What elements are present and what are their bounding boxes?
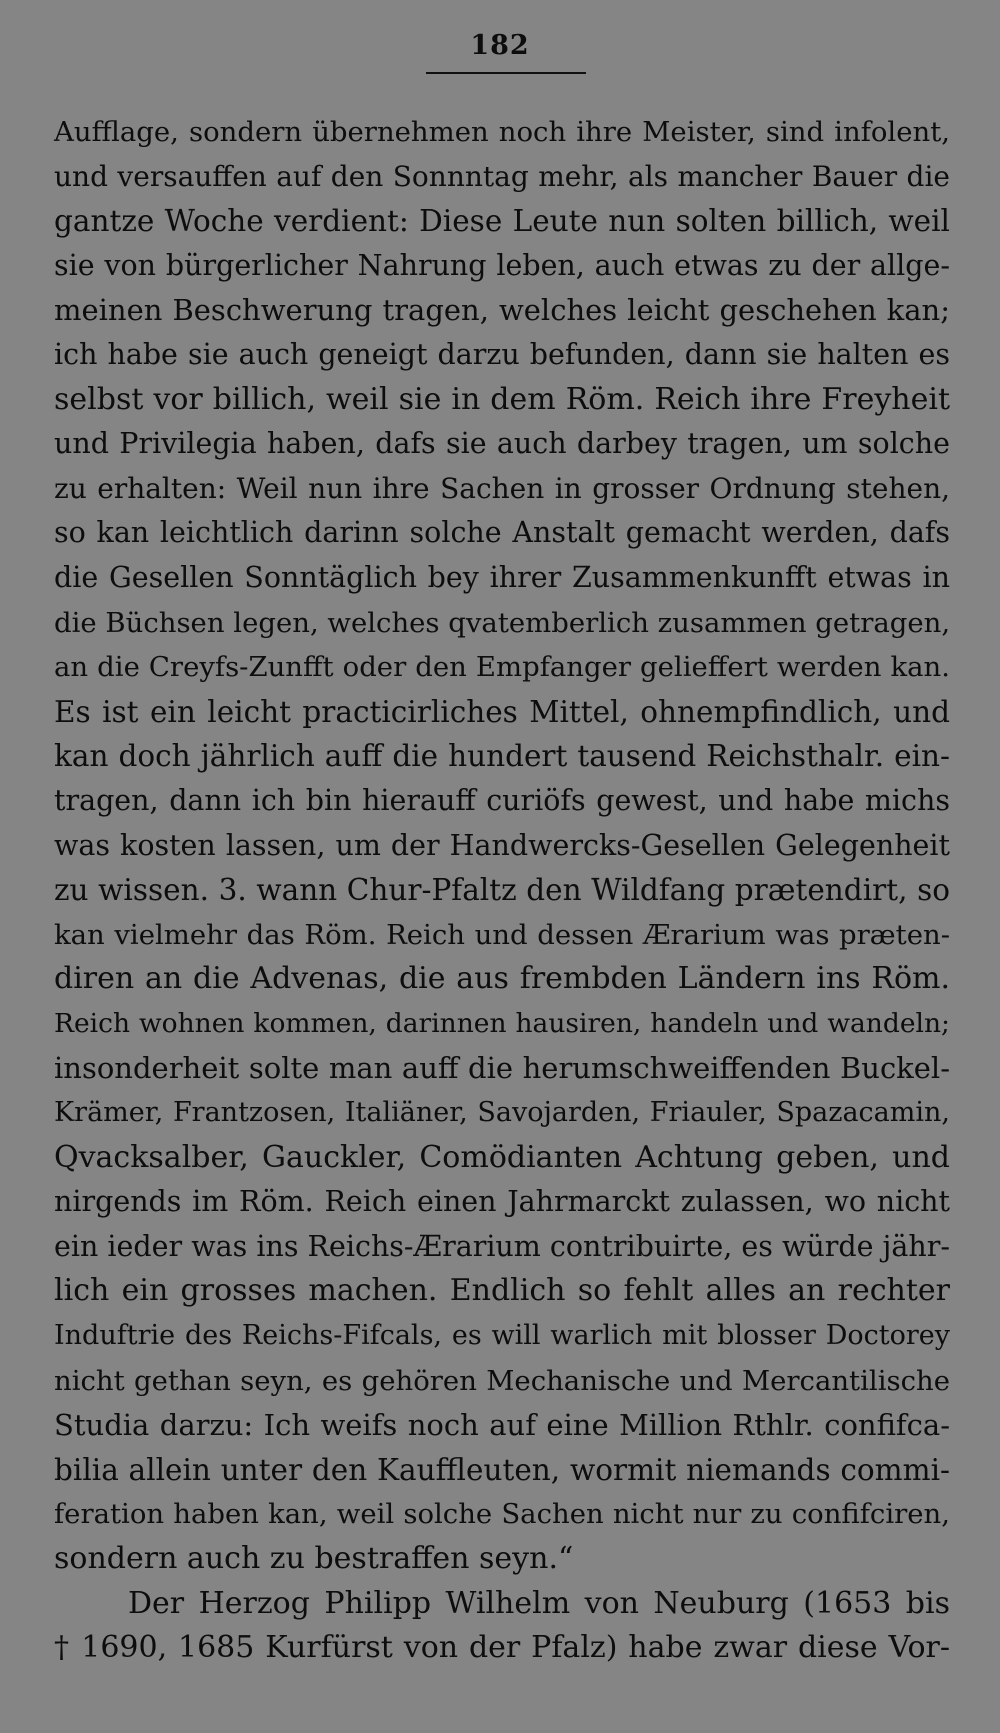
text-line: sondern auch zu bestraffen seyn.“: [54, 1541, 574, 1576]
text-line: diren an die Advenas, die aus frembden Ländern ins Röm.: [54, 961, 950, 997]
text-line: und Privilegia haben, dafs sie auch darbey tragen, um solche: [54, 427, 950, 461]
text-line: selbst vor billich, weil sie in dem Röm. Reich ihre Freyheit: [54, 381, 950, 417]
text-line: Krämer, Frantzosen, Italiäner, Savojarden, Friauler, Spazacamin,: [54, 1097, 950, 1129]
text-line: nirgends im Röm. Reich einen Jahrmarckt zulassen, wo nicht: [54, 1185, 950, 1219]
text-line: Reich wohnen kommen, darinnen hausiren, handeln und wandeln;: [54, 1007, 950, 1039]
text-line: Aufflage, sondern übernehmen noch ihre Meister, sind infolent,: [54, 116, 950, 148]
text-line: ein ieder was ins Reichs-Ærarium contribuirte, es würde jähr-: [54, 1229, 950, 1263]
text-line: Studia darzu: Ich weifs noch auf eine Million Rthlr. confifca-: [54, 1408, 950, 1443]
text-line: was kosten lassen, um der Handwercks-Gesellen Gelegenheit: [54, 828, 950, 862]
text-line: † 1690, 1685 Kurfürst von der Pfalz) habe zwar diese Vor-: [54, 1630, 950, 1666]
text-line: ich habe sie auch geneigt darzu befunden, dann sie halten es: [54, 337, 950, 371]
text-line: sie von bürgerlicher Nahrung leben, auch etwas zu der allge-: [54, 248, 950, 282]
text-line: zu wissen. 3. wann Chur-Pfaltz den Wildfang prætendirt, so: [54, 873, 950, 908]
text-line: gantze Woche verdient: Diese Leute nun solten billich, weil: [54, 204, 950, 239]
text-line: Der Herzog Philipp Wilhelm von Neuburg (1653 bis: [128, 1585, 950, 1621]
text-line: insonderheit solte man auff die herumschweiffenden Buckel-: [54, 1051, 950, 1086]
page-number-rule: [426, 72, 586, 74]
page-number: 182: [470, 30, 530, 61]
text-line: und versauffen auf den Sonnntag mehr, als mancher Bauer die: [54, 159, 950, 193]
text-line: meinen Beschwerung tragen, welches leicht geschehen kan;: [54, 293, 950, 328]
text-line: feration haben kan, weil solche Sachen nicht nur zu confifciren,: [54, 1498, 950, 1531]
text-line: nicht gethan seyn, es gehören Mechanische und Mercantilische: [54, 1364, 950, 1397]
text-line: die Büchsen legen, welches qvatemberlich zusammen getragen,: [54, 606, 951, 639]
text-line: kan vielmehr das Röm. Reich und dessen Ærarium was præten-: [54, 918, 950, 951]
body-text: [54, 110, 950, 1671]
text-line: lich ein grosses machen. Endlich so fehlt alles an rechter: [54, 1273, 950, 1309]
text-line: bilia allein unter den Kauffleuten, wormit niemands commi-: [54, 1452, 950, 1487]
text-line: so kan leichtlich darinn solche Anstalt gemacht werden, dafs: [54, 516, 950, 550]
text-line: Es ist ein leicht practicirliches Mittel, ohnempfindlich, und: [54, 694, 950, 729]
text-line: Qvacksalber, Gauckler, Comödianten Achtung geben, und: [54, 1139, 950, 1175]
text-line: Induftrie des Reichs-Fifcals, es will warlich mit blosser Doctorey: [54, 1320, 950, 1352]
text-line: tragen, dann ich bin hierauff curiöfs gewest, und habe michs: [54, 783, 950, 817]
text-line: kan doch jährlich auff die hundert tausend Reichsthalr. ein-: [54, 739, 950, 774]
text-line: an die Creyfs-Zunfft oder den Empfanger gelieffert werden kan.: [54, 651, 950, 684]
text-line: die Gesellen Sonntäglich bey ihrer Zusammenkunfft etwas in: [54, 560, 950, 594]
text-line: zu erhalten: Weil nun ihre Sachen in grosser Ordnung stehen,: [54, 471, 950, 505]
